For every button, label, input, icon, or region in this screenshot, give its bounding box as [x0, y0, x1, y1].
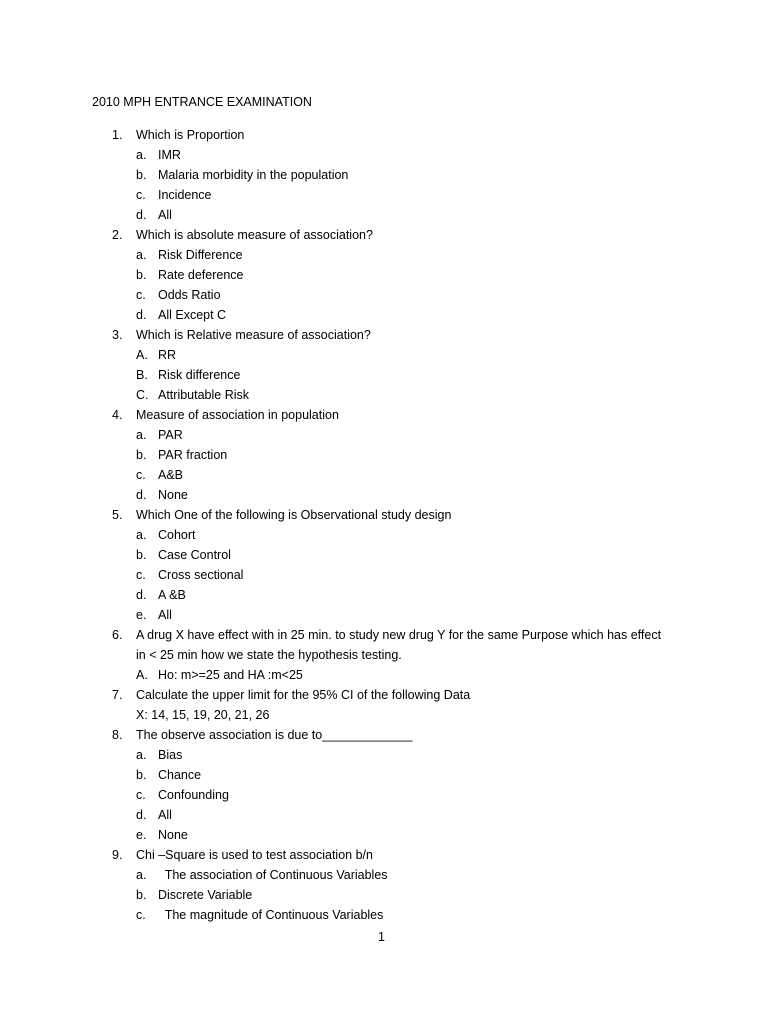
option-text: Discrete Variable: [158, 888, 253, 902]
option-text: PAR: [158, 428, 183, 442]
option-letter: a.: [136, 428, 147, 442]
option-text: Cohort: [158, 528, 196, 542]
option-text: Confounding: [158, 788, 229, 802]
answer-option: [0, 445, 768, 465]
option-text: PAR fraction: [158, 448, 228, 462]
option-text: All: [158, 808, 172, 822]
option-text: Incidence: [158, 188, 212, 202]
option-letter: c.: [136, 288, 146, 302]
question-number: 9.: [112, 848, 123, 862]
option-letter: e.: [136, 608, 147, 622]
question-text: A drug X have effect with in 25 min. to study new drug Y for the same Purpose which has effect: [136, 628, 662, 642]
answer-option: [0, 805, 768, 825]
option-letter: a.: [136, 868, 147, 882]
option-letter: b.: [136, 548, 147, 562]
answer-option: [0, 165, 768, 185]
answer-option: [0, 205, 768, 225]
question-number: 2.: [112, 228, 123, 242]
option-letter: C.: [136, 388, 149, 402]
option-letter: a.: [136, 148, 147, 162]
answer-option: [0, 765, 768, 785]
option-text: Rate deference: [158, 268, 244, 282]
question-text: The observe association is due to_____________: [136, 728, 413, 742]
option-text: None: [158, 488, 188, 502]
question-list: [0, 125, 768, 925]
answer-option: [0, 585, 768, 605]
option-letter: d.: [136, 588, 147, 602]
option-letter: A.: [136, 668, 148, 682]
question-text: Calculate the upper limit for the 95% CI of the following Data: [136, 688, 471, 702]
answer-option: [0, 865, 768, 885]
answer-option: [0, 345, 768, 365]
option-text: Odds Ratio: [158, 288, 221, 302]
continuation-text: in < 25 min how we state the hypothesis testing.: [136, 648, 402, 662]
answer-option: [0, 265, 768, 285]
answer-option: [0, 825, 768, 845]
option-text: Ho: m>=25 and HA :m<25: [158, 668, 303, 682]
option-letter: d.: [136, 208, 147, 222]
option-letter: a.: [136, 748, 147, 762]
question-item: [0, 405, 768, 425]
question-text: Which is Relative measure of association?: [136, 328, 371, 342]
option-letter: A.: [136, 348, 148, 362]
answer-option: [0, 745, 768, 765]
answer-option: [0, 785, 768, 805]
option-text: Case Control: [158, 548, 231, 562]
answer-option: [0, 545, 768, 565]
answer-option: [0, 905, 768, 925]
option-text: All: [158, 608, 172, 622]
option-text: Malaria morbidity in the population: [158, 168, 349, 182]
question-item: [0, 685, 768, 705]
question-item: [0, 625, 768, 645]
question-item: [0, 505, 768, 525]
option-letter: c.: [136, 568, 146, 582]
option-text: A&B: [158, 468, 184, 482]
question-item: [0, 725, 768, 745]
question-text: Which is Proportion: [136, 128, 245, 142]
option-text: All Except C: [158, 308, 227, 322]
question-number: 5.: [112, 508, 123, 522]
option-letter: c.: [136, 188, 146, 202]
option-text: A &B: [158, 588, 186, 602]
answer-option: [0, 565, 768, 585]
option-letter: e.: [136, 828, 147, 842]
question-number: 4.: [112, 408, 123, 422]
answer-option: [0, 605, 768, 625]
option-letter: c.: [136, 468, 146, 482]
option-text: IMR: [158, 148, 181, 162]
page-number: 1: [378, 930, 385, 944]
question-number: 6.: [112, 628, 123, 642]
answer-option: [0, 465, 768, 485]
option-letter: B.: [136, 368, 148, 382]
option-letter: b.: [136, 168, 147, 182]
answer-option: [0, 305, 768, 325]
option-letter: a.: [136, 528, 147, 542]
answer-option: [0, 885, 768, 905]
answer-option: [0, 185, 768, 205]
question-number: 1.: [112, 128, 123, 142]
answer-option: [0, 245, 768, 265]
option-letter: b.: [136, 448, 147, 462]
option-text: The magnitude of Continuous Variables: [158, 908, 384, 922]
option-text: Attributable Risk: [158, 388, 250, 402]
option-letter: d.: [136, 308, 147, 322]
option-letter: c.: [136, 908, 146, 922]
answer-option: [0, 385, 768, 405]
question-item: [0, 325, 768, 345]
answer-option: [0, 365, 768, 385]
answer-option: [0, 425, 768, 445]
continuation-text: X: 14, 15, 19, 20, 21, 26: [136, 708, 270, 722]
option-text: Risk difference: [158, 368, 241, 382]
option-text: Risk Difference: [158, 248, 243, 262]
question-text: Chi –Square is used to test association b/n: [136, 848, 373, 862]
option-letter: d.: [136, 488, 147, 502]
option-letter: b.: [136, 888, 147, 902]
option-text: Chance: [158, 768, 202, 782]
question-text: Which is absolute measure of association?: [136, 228, 373, 242]
option-text: Bias: [158, 748, 183, 762]
answer-option: [0, 145, 768, 165]
option-letter: a.: [136, 248, 147, 262]
question-number: 3.: [112, 328, 123, 342]
question-item: [0, 125, 768, 145]
answer-option: [0, 665, 768, 685]
question-number: 7.: [112, 688, 123, 702]
question-number: 8.: [112, 728, 123, 742]
question-item: [0, 845, 768, 865]
option-text: RR: [158, 348, 177, 362]
question-text: Measure of association in population: [136, 408, 339, 422]
question-continuation: [0, 645, 768, 665]
question-continuation: [0, 705, 768, 725]
answer-option: [0, 485, 768, 505]
question-text: Which One of the following is Observational study design: [136, 508, 452, 522]
option-letter: d.: [136, 808, 147, 822]
option-letter: b.: [136, 768, 147, 782]
option-text: Cross sectional: [158, 568, 244, 582]
option-text: All: [158, 208, 172, 222]
answer-option: [0, 285, 768, 305]
option-text: None: [158, 828, 188, 842]
page-title: 2010 MPH ENTRANCE EXAMINATION: [92, 95, 312, 109]
option-text: The association of Continuous Variables: [158, 868, 388, 882]
option-letter: c.: [136, 788, 146, 802]
answer-option: [0, 525, 768, 545]
question-item: [0, 225, 768, 245]
option-letter: b.: [136, 268, 147, 282]
